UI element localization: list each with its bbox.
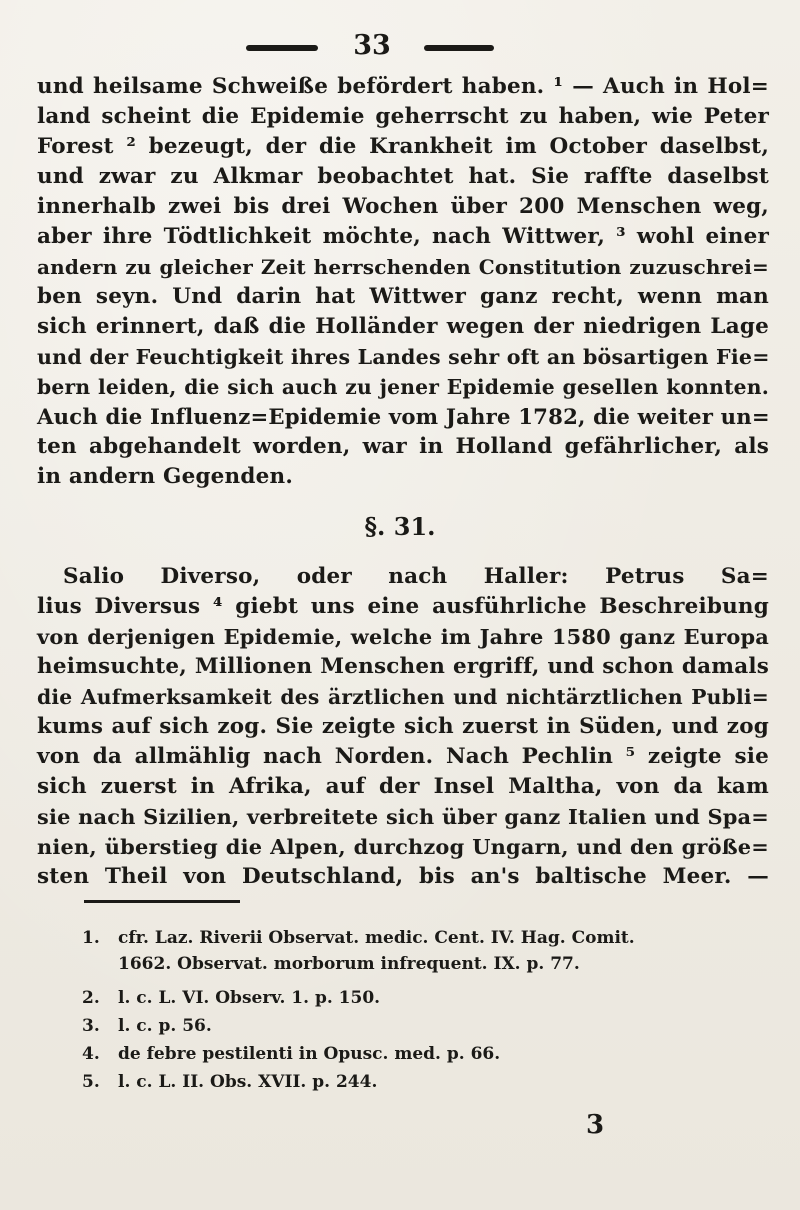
text-line: ben seyn. Und darin hat Wittwer ganz recht, wenn man [37, 284, 769, 309]
footnote-1-continued: 1662. Observat. morborum infrequent. IX. p. 77. [118, 954, 580, 974]
footnote-text: l. c. p. 56. [118, 1016, 212, 1036]
footnote-2 [82, 986, 722, 1010]
footnote-4 [82, 1042, 722, 1066]
text-line: sie nach Sizilien, verbreitete sich über ganz Italien und Spa= [37, 804, 769, 829]
text-line: heimsuchte, Millionen Menschen ergriff, und schon damals [37, 654, 769, 679]
text-line: innerhalb zwei bis drei Wochen über 200 Menschen weg, [37, 194, 769, 219]
text-line: von derjenigen Epidemie, welche im Jahre 1580 ganz Europa [37, 624, 769, 649]
text-line: sich zuerst in Afrika, auf der Insel Maltha, von da kam [37, 774, 769, 799]
text-line: nien, überstieg die Alpen, durchzog Ungarn, und den größe= [37, 834, 769, 859]
footnote-number: 2. [82, 988, 100, 1008]
footnote-separator [84, 900, 240, 903]
text-line: in andern Gegenden. [37, 464, 294, 489]
text-line: andern zu gleicher Zeit herrschenden Constitution zuzuschrei= [37, 255, 769, 279]
footnote-number: 3. [82, 1016, 100, 1036]
header-rule-right [424, 45, 494, 51]
page-header [0, 28, 800, 68]
text-line: Auch die Influenz=Epidemie vom Jahre 1782, die weiter un= [37, 404, 770, 429]
footnote-3 [82, 1014, 722, 1038]
text-line: und der Feuchtigkeit ihres Landes sehr oft an bösartigen Fie= [37, 345, 770, 369]
text-line: kums auf sich zog. Sie zeigte sich zuerst in Süden, und zog [37, 714, 769, 739]
text-line: Salio Diverso, oder nach Haller: Petrus Sa= [63, 564, 769, 589]
page-number: 33 [353, 30, 391, 61]
text-line: und zwar zu Alkmar beobachtet hat. Sie raffte daselbst [37, 164, 769, 189]
footnote-text: l. c. L. VI. Observ. 1. p. 150. [118, 988, 381, 1008]
footnote-5 [82, 1070, 722, 1094]
text-line: ten abgehandelt worden, war in Holland gefährlicher, als [37, 434, 769, 459]
text-line: sich erinnert, daß die Holländer wegen der niedrigen Lage [37, 314, 769, 339]
text-line: und heilsame Schweiße befördert haben. ¹ — Auch in Hol= [37, 74, 769, 99]
footnote-number: 4. [82, 1044, 100, 1064]
text-line: die Aufmerksamkeit des ärztlichen und nichtärztlichen Publi= [37, 685, 769, 709]
footnote-text: l. c. L. II. Obs. XVII. p. 244. [118, 1072, 378, 1092]
text-line: sten Theil von Deutschland, bis an's baltische Meer. — [37, 864, 769, 889]
header-rule-left [246, 45, 318, 51]
footnote-text: cfr. Laz. Riverii Observat. medic. Cent. IV. Hag. Comit. [118, 928, 635, 948]
text-line: land scheint die Epidemie geherrscht zu haben, wie Peter [37, 104, 769, 129]
text-line: lius Diversus ⁴ giebt uns eine ausführliche Beschreibung [37, 594, 769, 619]
text-line: Forest ² bezeugt, der die Krankheit im October daselbst, [37, 134, 769, 159]
text-line: aber ihre Tödtlichkeit möchte, nach Wittwer, ³ wohl einer [37, 224, 769, 249]
signature-mark: 3 [586, 1110, 605, 1140]
footnote-number: 1. [82, 928, 100, 948]
footnote-text: de febre pestilenti in Opusc. med. p. 66. [118, 1044, 501, 1064]
footnote-1 [82, 926, 722, 950]
footnote-number: 5. [82, 1072, 100, 1092]
text-line: von da allmählig nach Norden. Nach Pechlin ⁵ zeigte sie [37, 744, 769, 769]
text-line: bern leiden, die sich auch zu jener Epidemie gesellen konnten. [37, 375, 769, 399]
section-heading: §. 31. [364, 512, 436, 541]
